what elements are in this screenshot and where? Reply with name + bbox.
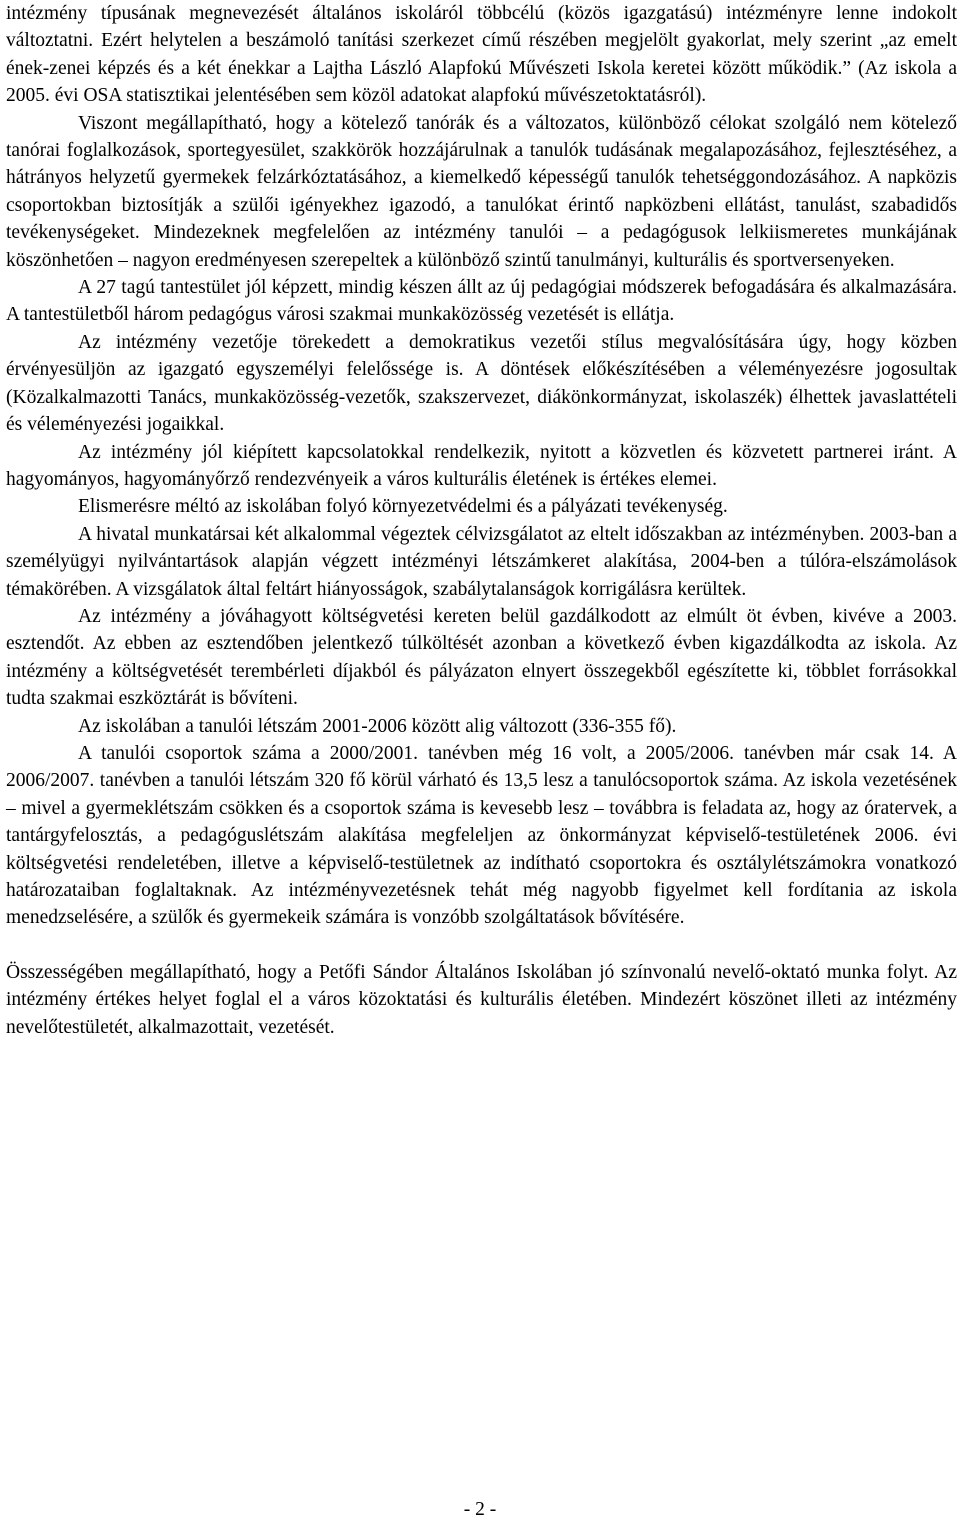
- paragraph-budget: Az intézmény a jóváhagyott költségvetési kereten belül gazdálkodott az elmúlt öt évben, kivéve a 2003. esztendőt. Az ebben az esztendőben jelentkező túlköltését azonban a következő évben kigazdálkodta az iskola. Az intézmény a költségvetését terembérleti díjakból és pályázaton elnyert összegekből egészítette ki, többlet forrásokkal tudta szakmai eszköztárát is bővíteni.: [6, 605, 957, 710]
- paragraph-spacer: [6, 932, 957, 959]
- paragraph-summary: Összességében megállapítható, hogy a Petőfi Sándor Általános Iskolában jó színvonalú nevelő-oktató munka folyt. Az intézmény értékes helyet foglal el a város közoktatási és kulturális életében. Mindezért köszönet illeti az intézmény nevelőtestületét, alkalmazottait, vezetését.: [6, 961, 957, 1038]
- paragraph-partnerships: Az intézmény jól kiépített kapcsolatokkal rendelkezik, nyitott a közvetlen és közvetett partnerei iránt. A hagyományos, hagyományőrző rendezvényeik a város kulturális életének is értékes elemei.: [6, 441, 957, 490]
- paragraph-leadership: Az intézmény vezetője törekedett a demokratikus vezetői stílus megvalósítására úgy, hogy közben érvényesüljön az igazgató egyszemélyi felelőssége is. A döntések előkészítésében a véleményezésre jogosultak (Közalkalmazotti Tanács, munkaközösség-vezetők, szakszervezet, diákönkormányzat, iskolaszék) élhettek javaslattételi és véleményezési jogaikkal.: [6, 331, 957, 436]
- paragraph-inspections: A hivatal munkatársai két alkalommal végeztek célvizsgálatot az eltelt időszakban az intézményben. 2003-ban a személyügyi nyilvántartások alapján végzett intézményi létszámkeret alakítása, 2004-ben a túlóra-elszámolások témakörében. A vizsgálatok által feltárt hiányosságok, szabálytalanságok korrigálásra kerültek.: [6, 523, 957, 600]
- document-page: [6, 0, 957, 1041]
- paragraph-groups: A tanulói csoportok száma a 2000/2001. tanévben még 16 volt, a 2005/2006. tanévben már csak 14. A 2006/2007. tanévben a tanulói létszám 320 fő körül várható és 13,5 lesz a tanulócsoportok száma. Az iskola vezetésének – mivel a gyermeklétszám csökken és a csoportok száma is kevesebb lesz – továbbra is feladata az, hogy az óratervek, a tantárgyfelosztás, a pedagóguslétszám alakítása megfeleljen az önkormányzat képviselő-testületének 2006. évi költségvetési rendeletében, illetve a képviselő-testületnek az indítható csoportokra és osztálylétszámokra vonatkozó határozataiban foglaltaknak. Az intézményvezetésnek tehát még nagyobb figyelmet kell fordítania az iskola menedzselésére, a szülők és gyermekeik számára is vonzóbb szolgáltatások bővítésére.: [6, 742, 957, 929]
- paragraph-student-count: Az iskolában a tanulói létszám 2001-2006 között alig változott (336-355 fő).: [78, 715, 677, 737]
- paragraph-staff: A 27 tagú tantestület jól képzett, mindig készen állt az új pedagógiai módszerek befogadására és alkalmazására. A tantestületből három pedagógus városi szakmai munkaközösség vezetését is ellátja.: [6, 277, 957, 326]
- paragraph-activities: Viszont megállapítható, hogy a kötelező tanórák és a változatos, különböző célokat szolgáló nem kötelező tanórai foglalkozások, sportegyesület, szakkörök hozzájárulnak a tanulók tudásának megalapozásához, fejlesztéséhez, a hátrányos helyzetű gyermekek felzárkóztatásához, a kiemelkedő képességű tanulók tehetséggondozásához. A napközis csoportokban biztosítják a szülői igényekhez igazodó, a tanulókat érintő napközbeni ellátást, tanulást, szabadidős tevékenységeket. Mindezeknek megfelelően az intézmény tanulói – a pedagógusok lelkiismeretes munkájának köszönhetően – nagyon eredményesen szerepeltek a különböző szintű tanulmányi, kulturális és sportversenyeken.: [6, 112, 957, 271]
- paragraph-continuation: intézmény típusának megnevezését általános iskoláról többcélú (közös igazgatású) intézményre lenne indokolt változtatni. Ezért helytelen a beszámoló tanítási szerkezet című részében megjelölt gyakorlat, mely szerint „az emelt ének-zenei képzés és a két énekkar a Lajtha László Alapfokú Művészeti Iskola keretei között működik.” (Az iskola a 2005. évi OSA statisztikai jelentésében sem közöl adatokat alapfokú művészetoktatásról).: [6, 3, 957, 107]
- paragraph-recognition: Elismerésre méltó az iskolában folyó környezetvédelmi és a pályázati tevékenység.: [78, 496, 728, 518]
- page-number: - 2 -: [463, 1499, 497, 1520]
